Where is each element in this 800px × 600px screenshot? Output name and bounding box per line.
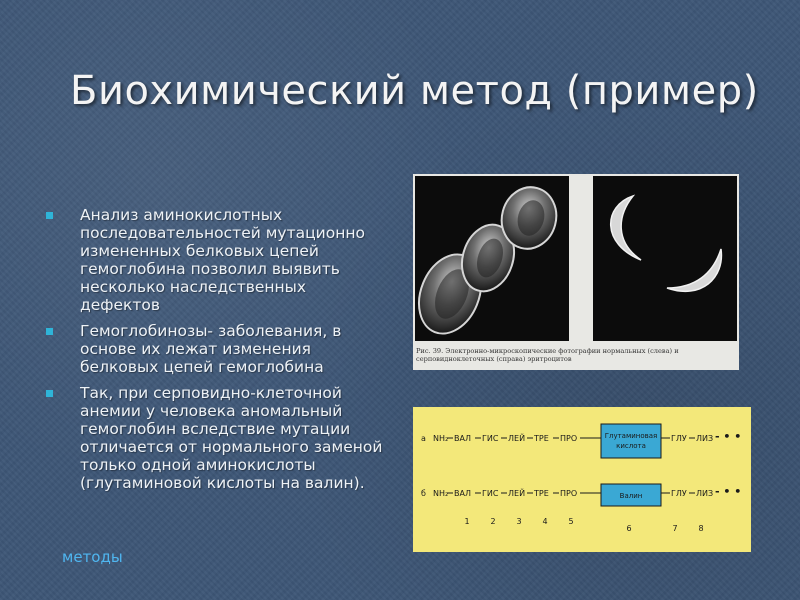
micrograph-figure <box>413 174 739 370</box>
bullet-item <box>46 384 386 492</box>
amino-acid: ГИС <box>482 434 499 443</box>
bullet-item <box>46 206 386 314</box>
svg-text:- • •: - • • <box>715 485 742 498</box>
bullet-text: Анализ аминокислотных последовательностей мутационно измененных белковых цепей гемоглобина позволил выявить несколько наследственных дефектов <box>80 206 365 314</box>
amino-acid: ПРО <box>560 434 578 443</box>
box-label: Валин <box>619 492 643 500</box>
svg-text:- • •: - • • <box>715 430 742 443</box>
amino-acid: ГЛУ <box>671 489 687 498</box>
position-number: 6 <box>626 524 632 533</box>
amino-acid: ТРЕ <box>534 434 549 443</box>
position-number: 1 <box>464 517 470 526</box>
methods-link[interactable]: методы <box>62 548 123 566</box>
sickle-erythrocytes-photo <box>593 176 737 341</box>
position-number: 4 <box>542 517 548 526</box>
position-number: 5 <box>568 517 574 526</box>
glutamic-acid-box <box>601 424 661 458</box>
amino-acid-sequence-diagram <box>413 407 751 552</box>
row-b-label: б <box>421 489 426 498</box>
slide-title: Биохимический метод (пример) <box>70 68 759 114</box>
amino-acid: ПРО <box>560 489 578 498</box>
bullet-text: Так, при серповидно-клеточной анемии у человека аномальный гемоглобин вследствие мутации отличается от нормального заменой только одной аминокислоты (глутаминовой кислоты на валин). <box>80 384 383 492</box>
position-number: 2 <box>490 517 496 526</box>
square-bullet-icon <box>46 212 53 219</box>
square-bullet-icon <box>46 328 53 335</box>
row-a-label: а <box>421 434 426 443</box>
sickle-cell-shape <box>667 249 721 291</box>
nh2-label: NH₂ <box>433 434 449 443</box>
position-number: 8 <box>698 524 704 533</box>
amino-acid: ГЛУ <box>671 434 687 443</box>
amino-acid: ВАЛ <box>454 489 471 498</box>
amino-acid: ТРЕ <box>534 489 549 498</box>
bullet-item <box>46 322 386 376</box>
box-label: кислота <box>616 442 646 450</box>
amino-acid: ГИС <box>482 489 499 498</box>
figure-caption: Рис. 39. Электронно-микроскопические фотографии нормальных (слева) и серповидноклеточных (справа) эритроцитов <box>416 347 679 363</box>
amino-acid: ВАЛ <box>454 434 471 443</box>
bullet-list <box>46 206 386 500</box>
amino-acid: ЛЕЙ <box>508 434 526 443</box>
amino-acid: ЛИЗ <box>696 434 714 443</box>
amino-acid: ЛИЗ <box>696 489 714 498</box>
amino-acid: ЛЕЙ <box>508 489 526 498</box>
sickle-cell-shape <box>611 196 641 260</box>
bullet-text: Гемоглобинозы- заболевания, в основе их лежат изменения белковых цепей гемоглобина <box>80 322 342 376</box>
square-bullet-icon <box>46 390 53 397</box>
normal-erythrocytes-photo <box>415 176 569 341</box>
position-number: 7 <box>672 524 678 533</box>
position-number: 3 <box>516 517 522 526</box>
box-label: Глутаминовая <box>604 432 658 440</box>
nh2-label: NH₂ <box>433 489 449 498</box>
